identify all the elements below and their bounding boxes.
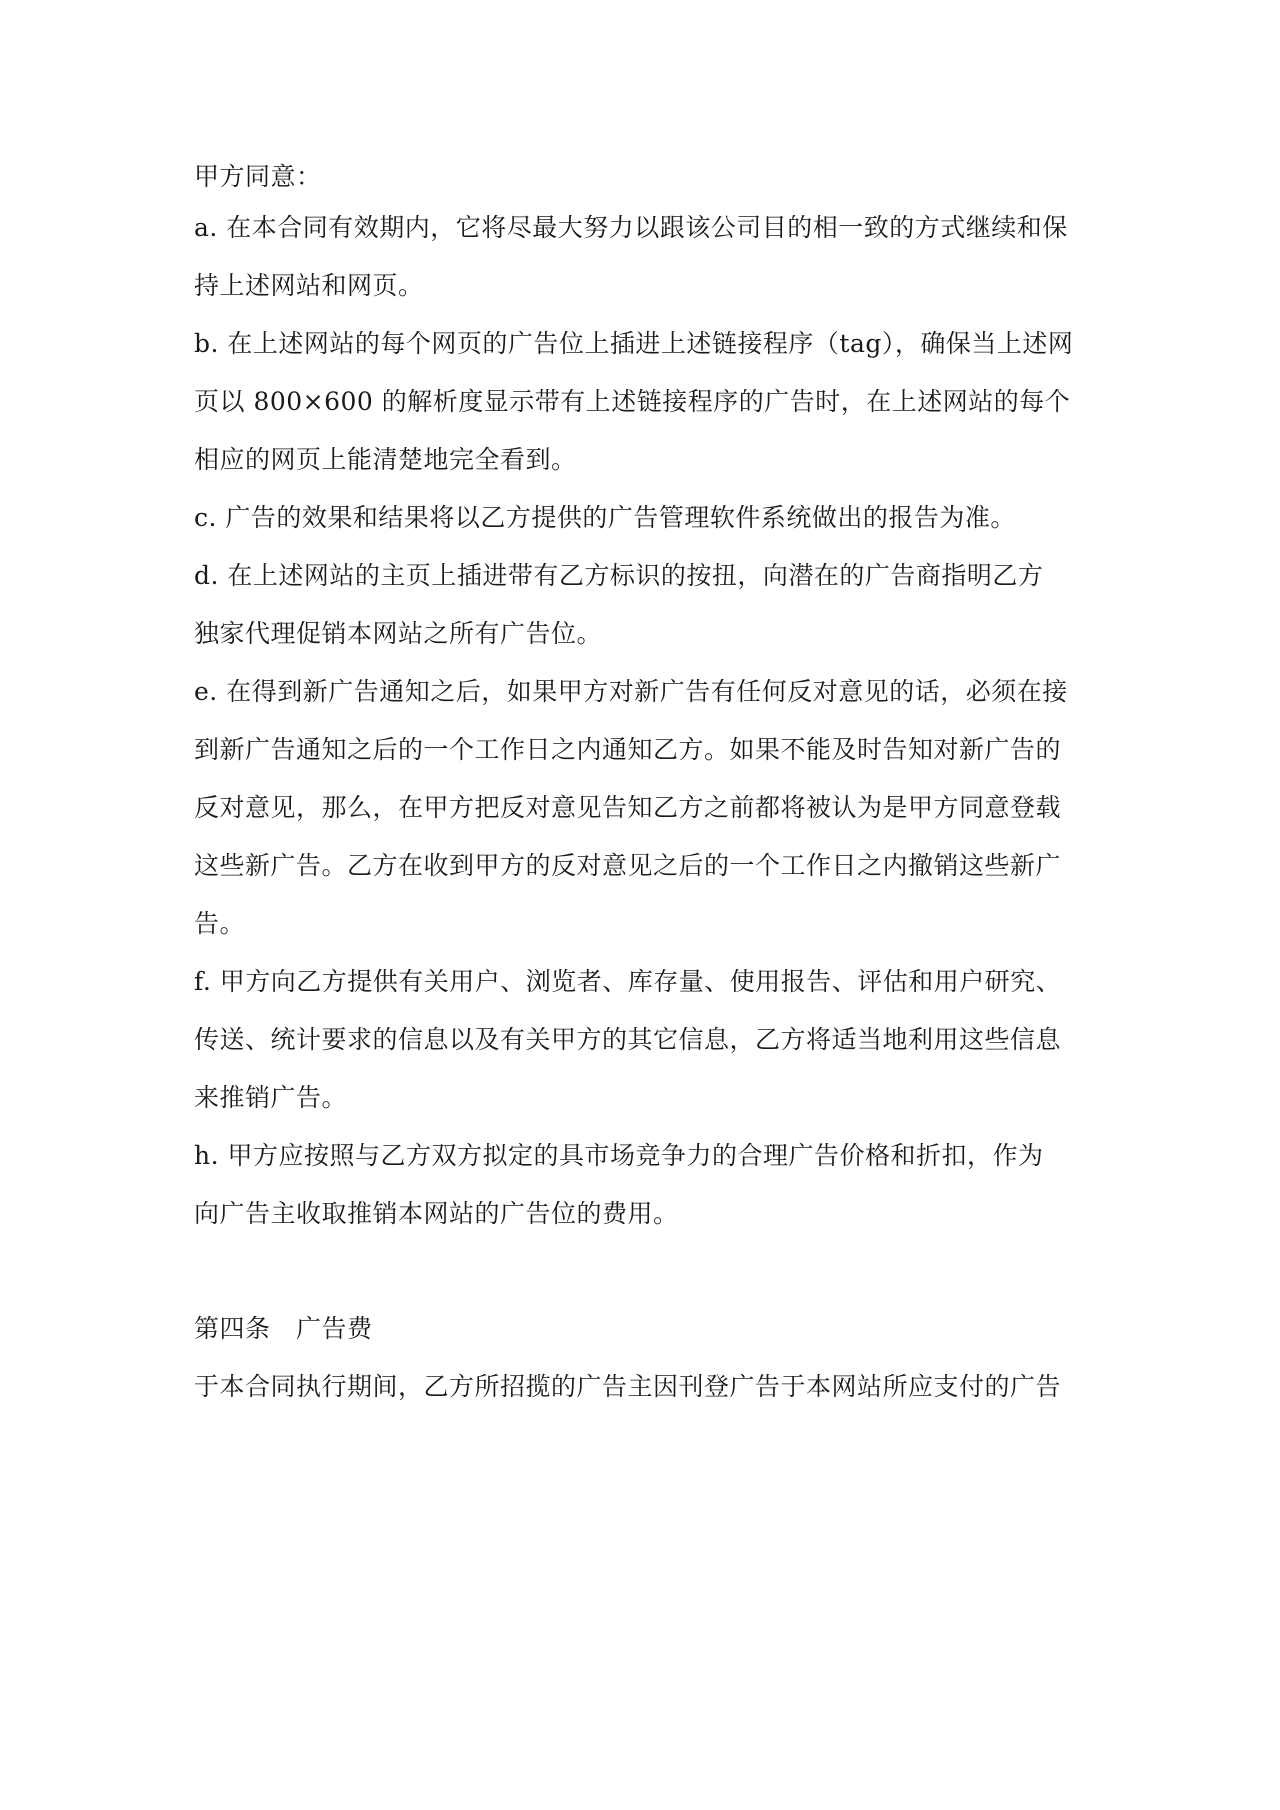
clause-h-line-2: 向广告主收取推销本网站的广告位的费用。 — [194, 1199, 679, 1228]
clause-h-line-1: h. 甲方应按照与乙方双方拟定的具市场竞争力的合理广告价格和折扣，作为 — [194, 1141, 1044, 1170]
clause-b-line-2: 页以 800×600 的解析度显示带有上述链接程序的广告时，在上述网站的每个 — [194, 387, 1071, 416]
clause-e-line-1: e. 在得到新广告通知之后，如果甲方对新广告有任何反对意见的话，必须在接 — [194, 677, 1068, 706]
clause-e-line-2: 到新广告通知之后的一个工作日之内通知乙方。如果不能及时告知对新广告的 — [194, 735, 1062, 764]
clause-f-line-3: 来推销广告。 — [194, 1083, 348, 1112]
clause-d-line-2: 独家代理促销本网站之所有广告位。 — [194, 619, 603, 648]
section-body-line-1: 于本合同执行期间，乙方所招揽的广告主因刊登广告于本网站所应支付的广告 — [194, 1372, 1062, 1401]
clause-b-line-3: 相应的网页上能清楚地完全看到。 — [194, 445, 577, 474]
clause-a-line-2: 持上述网站和网页。 — [194, 271, 424, 300]
section-heading: 第四条 广告费 — [194, 1314, 373, 1343]
clause-f-line-2: 传送、统计要求的信息以及有关甲方的其它信息，乙方将适当地利用这些信息 — [194, 1025, 1062, 1054]
clause-e-line-3: 反对意见，那么，在甲方把反对意见告知乙方之前都将被认为是甲方同意登载 — [194, 793, 1062, 822]
clause-a-line-1: a. 在本合同有效期内，它将尽最大努力以跟该公司目的相一致的方式继续和保 — [194, 213, 1068, 242]
clause-c-line-1: c. 广告的效果和结果将以乙方提供的广告管理软件系统做出的报告为准。 — [194, 503, 1016, 532]
intro-line: 甲方同意： — [194, 162, 322, 191]
clause-e-line-5: 告。 — [194, 909, 246, 938]
clause-b-line-1: b. 在上述网站的每个网页的广告位上插进上述链接程序（tag），确保当上述网 — [194, 329, 1074, 358]
clause-e-line-4: 这些新广告。乙方在收到甲方的反对意见之后的一个工作日之内撤销这些新广 — [194, 851, 1062, 880]
clause-d-line-1: d. 在上述网站的主页上插进带有乙方标识的按扭，向潜在的广告商指明乙方 — [194, 561, 1044, 590]
clause-f-line-1: f. 甲方向乙方提供有关用户、浏览者、库存量、使用报告、评估和用户研究、 — [194, 967, 1062, 996]
